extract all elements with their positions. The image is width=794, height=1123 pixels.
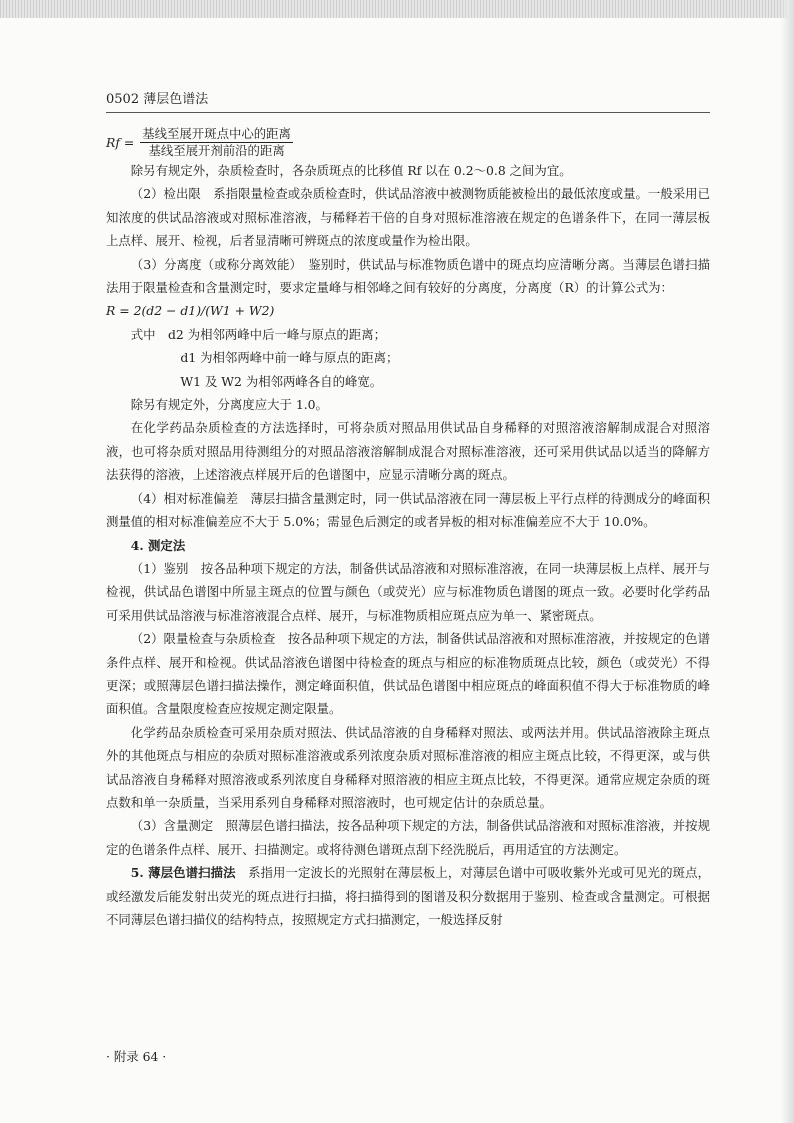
header-rule — [106, 112, 710, 113]
rf-formula — [106, 126, 710, 159]
section-heading-methods: 4. 测定法 — [130, 537, 186, 553]
rf-lhs: Rf = — [106, 134, 135, 150]
definition-d2: 式中 d2 为相邻两峰中后一峰与原点的距离； — [130, 326, 386, 342]
scan-top-band — [0, 0, 794, 18]
paragraph-assay: （3）含量测定 照薄层色谱扫描法，按各品种项下规定的方法，制备供试品溶液和对照标准溶液，并按规定的色谱条件点样、展开、扫描测定。或将待测色谱斑点刮下经洗脱后，再用适宜的方法测定。 — [106, 818, 710, 857]
paragraph-resolution: （3）分离度（或称分离效能） 鉴别时，供试品与标准物质色谱中的斑点均应清晰分离。当薄层色谱扫描法用于限量检查和含量测定时，要求定量峰与相邻峰之间有较好的分离度，分离度（R）的计算公式为： — [106, 256, 710, 296]
paragraph-limit-test: （2）限量检查与杂质检查 按各品种项下规定的方法，制备供试品溶液和对照标准溶液，并按规定的色谱条件点样、展开和检视。供试品溶液色谱图中待检查的斑点与相应的标准物质斑点比较，颜色（或荧光）不得更深；或照薄层色谱扫描法操作，测定峰面积值，供试品色谱图中相应斑点的峰面积值不得大于标准物质的峰面积值。含量限度检查应按规定测定限量。 — [106, 631, 710, 717]
formula-definitions — [106, 323, 710, 393]
paragraph-rf: 除另有规定外，杂质检查时，各杂质斑点的比移值 Rf 以在 0.2～0.8 之间为宜。 — [130, 163, 572, 178]
scan-body: 系指用一定波长的光照射在薄层板上，对薄层色谱中可吸收紫外光或可见光的斑点，或经激发后能发射出荧光的斑点进行扫描，将扫描得到的图谱及积分数据用于鉴别、检查或含量测定。可根据不同薄层色谱扫描仪的结构特点，按照规定方式扫描测定，一般选择反射 — [106, 865, 711, 927]
page-footer: · 附录 64 · — [106, 1049, 167, 1064]
rf-numerator: 基线至展开斑点中心的距离 — [142, 126, 291, 141]
page-body — [106, 126, 710, 931]
scan-right-edge — [780, 0, 794, 1123]
rf-denominator: 基线至展开剂前沿的距离 — [148, 143, 285, 158]
running-head: 0502 薄层色谱法 — [106, 92, 209, 107]
paragraph-impurity-test: 化学药品杂质检查可采用杂质对照法、供试品溶液的自身稀释对照法、或两法并用。供试品溶液除主斑点外的其他斑点与相应的杂质对照标准溶液或系列浓度杂质对照标准溶液的相应主斑点比较，不得更深，或与供试品溶液自身稀释对照溶液或系列浓度自身稀释对照溶液的相应主斑点比较，不得更深。通常应规定杂质的斑点数和单一杂质量，当采用系列自身稀释对照溶液时，也可规定估计的杂质总量。 — [106, 724, 710, 810]
definition-d1: d1 为相邻两峰中前一峰与原点的距离； — [180, 350, 399, 366]
definition-w: W1 及 W2 为相邻两峰各自的峰宽。 — [180, 373, 383, 389]
paragraph-identification: （1）鉴别 按各品种项下规定的方法，制备供试品溶液和对照标准溶液，在同一块薄层板上点样、展开与检视，供试品色谱图中所显主斑点的位置与颜色（或荧光）应与标准物质色谱图的斑点一致。必要时化学药品可采用供试品溶液与标准溶液混合点样、展开，与标准物质相应斑点应为单一、紧密斑点。 — [106, 560, 710, 623]
paragraph-resolution-limit: 除另有规定外，分离度应大于 1.0。 — [130, 397, 328, 413]
paragraph-chemical-impurity: 在化学药品杂质检查的方法选择时，可将杂质对照品用供试品自身稀释的对照溶液溶解制成混合对照溶液，也可将杂质对照品用待测组分的对照品溶液溶解制成混合对照标准溶液，还可采用供试品以适当的降解方法获得的溶液，上述溶液点样展开后的色谱图中，应显示清晰分离的斑点。 — [106, 420, 710, 483]
paragraph-scan — [106, 861, 710, 931]
paragraph-rsd: （4）相对标准偏差 薄层扫描含量测定时，同一供试品溶液在同一薄层板上平行点样的待测成分的峰面积测量值的相对标准偏差应不大于 5.0%；需显色后测定的或者异板的相对标准偏差应不大于 10.0%。 — [106, 490, 710, 530]
resolution-formula: R = 2(d2 − d1)/(W1 + W2) — [106, 303, 275, 319]
scan-heading: 5. 薄层色谱扫描法 — [130, 865, 236, 881]
paragraph-detection-limit: （2）检出限 系指限量检查或杂质检查时，供试品溶液中被测物质能被检出的最低浓度或量。一般采用已知浓度的供试品溶液或对照标准溶液，与稀释若干倍的自身对照标准溶液在规定的色谱条件下，在同一薄层板上点样、展开、检视，后者显清晰可辨斑点的浓度或量作为检出限。 — [106, 186, 710, 249]
